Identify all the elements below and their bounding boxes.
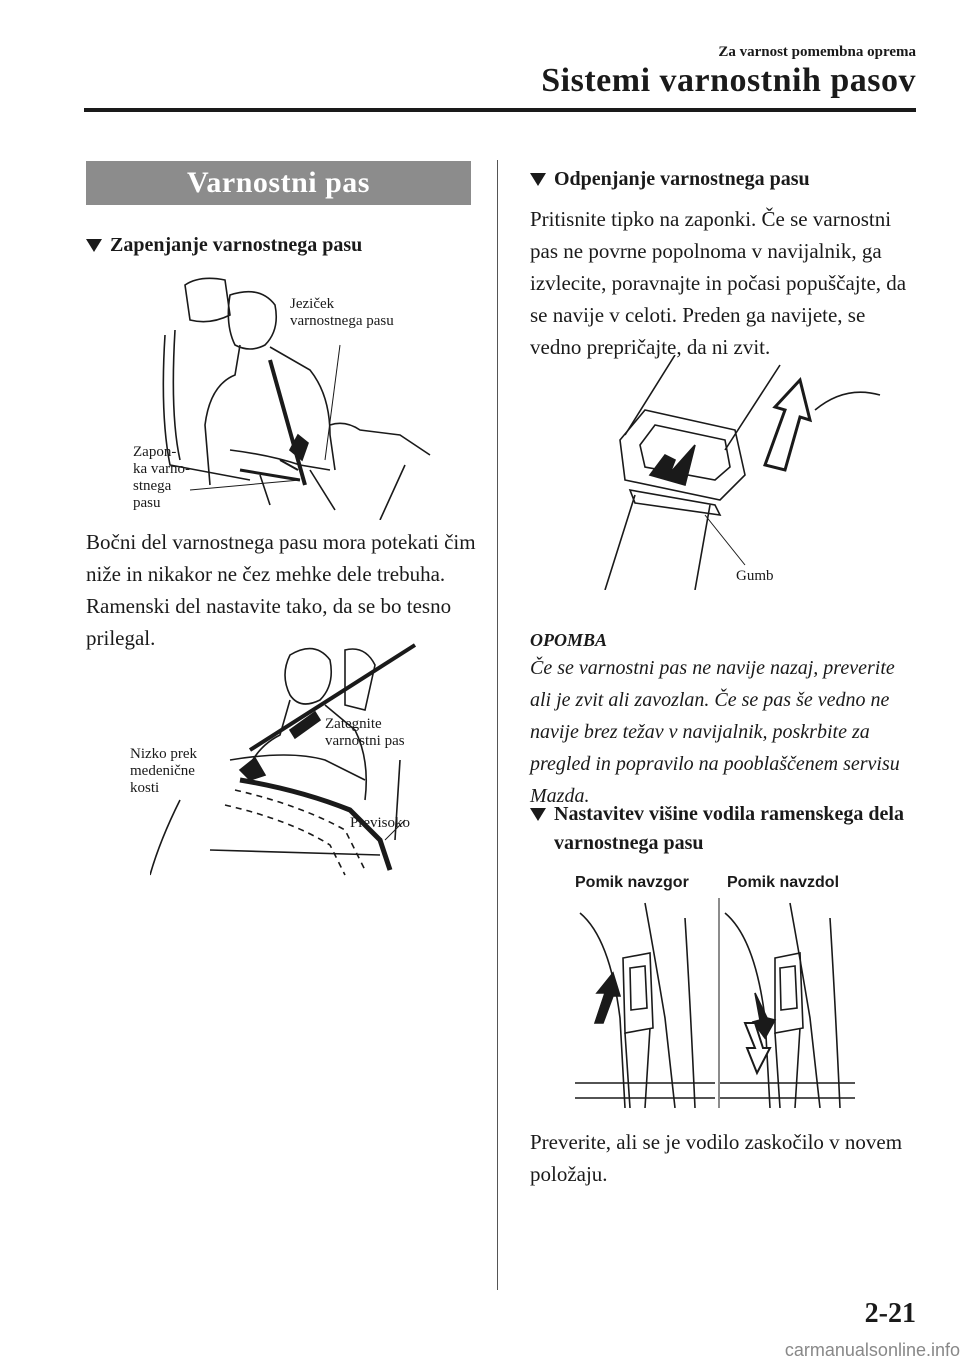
header-title: Sistemi varnostnih pasov (541, 62, 916, 99)
subhead-height-adjust-text: Nastavitev višine vodila ramenskega dela varnostnega pasu (554, 803, 904, 854)
triangle-bullet-icon (86, 239, 102, 252)
subhead-unfastening-text: Odpenjanje varnostnega pasu (554, 168, 810, 190)
label-move-down: Pomik navzdol (727, 874, 840, 891)
label-low: Nizko prek medenične kosti (130, 746, 198, 796)
label-too-high: Previsoko (350, 815, 410, 831)
subhead-height-adjust (530, 800, 920, 858)
note-text: Če se varnostni pas ne navije nazaj, preverite ali je zvit ali zavozlan. Če se pas še vedno ne navije brez težav v navijalnik, poskrbite za pregled in popravilo na pooblaščenem servisu Mazda. (530, 657, 900, 807)
paragraph-lap-belt: Bočni del varnostnega pasu mora potekati čim niže in nikakor ne čez mehke dele trebuha. Ramenski del nastavite tako, da se bo tesno prilegal. (86, 530, 476, 650)
label-buckle: Zapon- ka varno- stnega pasu (133, 444, 191, 511)
label-tighten: Zategnite varnostni pas (325, 716, 405, 749)
label-button: Gumb (736, 568, 774, 584)
note-title: OPOMBA (530, 630, 608, 650)
label-move-up: Pomik navzgor (575, 874, 689, 891)
triangle-bullet-icon (530, 173, 546, 186)
figure-buckle-release (585, 355, 885, 590)
subhead-fastening (86, 231, 476, 260)
page-number: 2-21 (864, 1298, 916, 1329)
column-divider (497, 160, 498, 1290)
header-subtitle: Za varnost pomembna oprema (718, 44, 916, 60)
subhead-unfastening (530, 165, 910, 194)
subhead-fastening-text: Zapenjanje varnostnega pasu (110, 234, 363, 256)
paragraph-release: Pritisnite tipko na zaponki. Če se varnostni pas ne povrne popolnoma v navijalnik, ga izvlecite, poravnajte in počasi popuščajte, da se navije v celoti. Preden ga navijete, se vedno prepričajte, da ni zvit. (530, 207, 907, 359)
label-tongue: Jeziček varnostnega pasu (290, 296, 394, 329)
triangle-bullet-icon (530, 808, 546, 821)
figure-anchor-adjust (575, 898, 855, 1108)
section-title: Varnostni pas (86, 161, 471, 205)
header-rule (84, 108, 916, 112)
paragraph-check-guide: Preverite, ali se je vodilo zaskočilo v novem položaju. (530, 1130, 903, 1186)
watermark: carmanualsonline.info (784, 1340, 960, 1360)
